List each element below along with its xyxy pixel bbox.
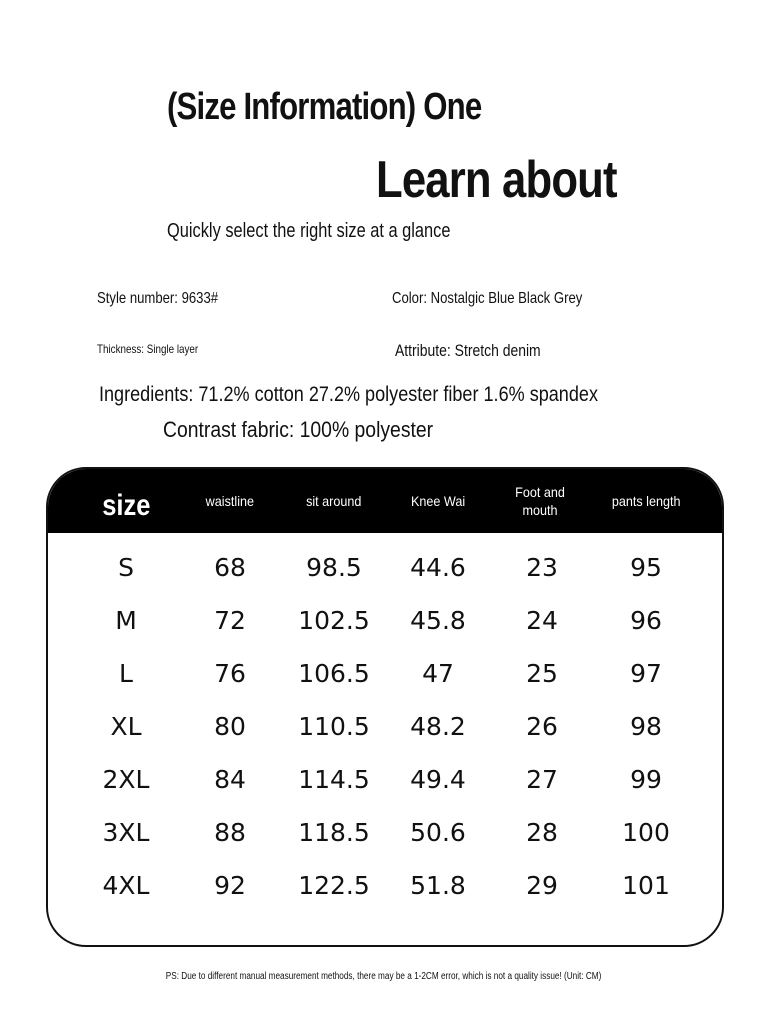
cell-pants-length: 98: [630, 712, 662, 741]
size-table: [46, 467, 724, 947]
cell-knee: 49.4: [410, 765, 466, 794]
cell-pants-length: 96: [630, 606, 662, 635]
cell-size: M: [115, 606, 137, 635]
cell-foot-mouth: 25: [526, 659, 558, 688]
cell-pants-length: 97: [630, 659, 662, 688]
header-cell-foot-mouth: Foot and mouth: [515, 484, 565, 518]
spec-thickness: Thickness: Single layer: [97, 342, 199, 356]
spec-attribute: Attribute: Stretch denim: [395, 341, 541, 360]
cell-waistline: 72: [214, 606, 246, 635]
cell-size: XL: [110, 712, 142, 741]
cell-knee: 45.8: [410, 606, 466, 635]
header-cell-size: size: [101, 489, 151, 522]
cell-knee: 47: [422, 659, 454, 688]
cell-pants-length: 100: [622, 818, 670, 847]
cell-sit-around: 98.5: [306, 553, 362, 582]
subtitle: Quickly select the right size at a glance: [167, 220, 451, 242]
size-table-header: [48, 469, 722, 533]
header-cell-waistline: waistline: [205, 493, 255, 509]
header-cell-knee: Knee Wai: [410, 493, 466, 509]
cell-pants-length: 95: [630, 553, 662, 582]
cell-size: S: [118, 553, 134, 582]
title-line-1: (Size Information) One: [167, 86, 482, 128]
spec-color: Color: Nostalgic Blue Black Grey: [392, 290, 583, 307]
cell-waistline: 92: [214, 871, 246, 900]
cell-knee: 44.6: [410, 553, 466, 582]
cell-size: 2XL: [102, 765, 150, 794]
cell-sit-around: 114.5: [298, 765, 370, 794]
cell-sit-around: 102.5: [298, 606, 370, 635]
cell-sit-around: 122.5: [298, 871, 370, 900]
table-row: [48, 859, 722, 912]
table-row: [48, 806, 722, 859]
cell-sit-around: 110.5: [298, 712, 370, 741]
cell-knee: 51.8: [410, 871, 466, 900]
spec-style-number: Style number: 9633#: [97, 290, 219, 307]
cell-sit-around: 106.5: [298, 659, 370, 688]
cell-knee: 50.6: [410, 818, 466, 847]
contrast-fabric: Contrast fabric: 100% polyester: [163, 417, 434, 442]
cell-waistline: 80: [214, 712, 246, 741]
cell-size: 3XL: [102, 818, 150, 847]
cell-sit-around: 118.5: [298, 818, 370, 847]
cell-pants-length: 101: [622, 871, 670, 900]
cell-knee: 48.2: [410, 712, 466, 741]
cell-foot-mouth: 27: [526, 765, 558, 794]
measurement-footnote: PS: Due to different manual measurement methods, there may be a 1-2CM error, which is not a quality issue! (Unit: CM): [166, 971, 602, 982]
title-line-2: Learn about: [376, 151, 617, 209]
cell-size: 4XL: [102, 871, 150, 900]
cell-foot-mouth: 28: [526, 818, 558, 847]
table-row: [48, 753, 722, 806]
cell-waistline: 84: [214, 765, 246, 794]
cell-foot-mouth: 24: [526, 606, 558, 635]
cell-waistline: 88: [214, 818, 246, 847]
table-row: [48, 541, 722, 594]
header-cell-sit-around: sit around: [306, 493, 362, 509]
cell-waistline: 68: [214, 553, 246, 582]
cell-foot-mouth: 26: [526, 712, 558, 741]
cell-size: L: [119, 659, 133, 688]
table-row: [48, 700, 722, 753]
table-row: [48, 647, 722, 700]
ingredients: Ingredients: 71.2% cotton 27.2% polyester fiber 1.6% spandex: [99, 383, 598, 406]
cell-foot-mouth: 29: [526, 871, 558, 900]
cell-foot-mouth: 23: [526, 553, 558, 582]
cell-pants-length: 99: [630, 765, 662, 794]
cell-waistline: 76: [214, 659, 246, 688]
header-cell-pants-length: pants length: [611, 493, 681, 509]
table-row: [48, 594, 722, 647]
